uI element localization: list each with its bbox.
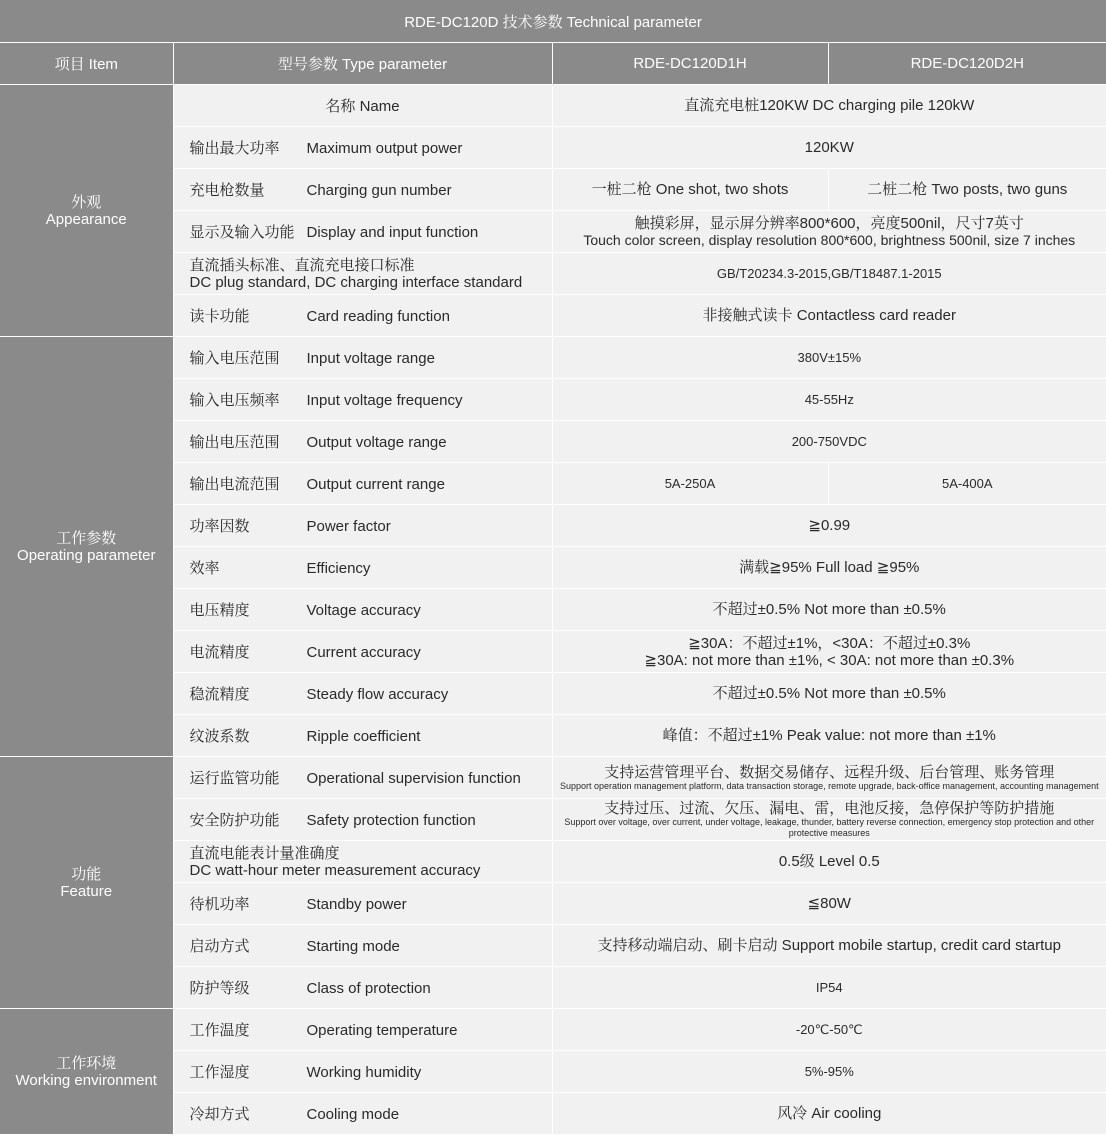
param-cn: 防护等级 <box>189 980 250 997</box>
header-type: 型号参数 Type parameter <box>173 43 552 85</box>
group-label-en: Feature <box>60 882 113 900</box>
param-en: Steady flow accuracy <box>306 686 449 703</box>
param-en: Current accuracy <box>306 644 421 661</box>
param-name: 名称 Name <box>173 85 552 127</box>
table-row <box>0 337 1106 379</box>
value-en: ≧30A: not more than ±1%, < 30A: not more than ±0.3% <box>644 651 1015 669</box>
param-en: Working humidity <box>306 1064 422 1081</box>
value-steady-flow: 不超过±0.5% Not more than ±0.5% <box>552 673 1106 715</box>
value-cn: 支持过压、过流、欠压、漏电、雷，电池反接，急停保护等防护措施 <box>604 800 1055 817</box>
param-cn: 纹波系数 <box>189 728 250 745</box>
group-appearance <box>0 85 173 337</box>
param-en: Display and input function <box>306 224 479 241</box>
param-cn: 充电枪数量 <box>189 182 265 199</box>
param-cn: 安全防护功能 <box>189 812 280 829</box>
param-en: Class of protection <box>306 980 431 997</box>
value-name: 直流充电桩120KW DC charging pile 120kW <box>552 85 1106 127</box>
param-input-frequency <box>173 379 552 421</box>
param-output-voltage <box>173 421 552 463</box>
param-en: Power factor <box>306 518 391 535</box>
param-en: Input voltage frequency <box>306 392 463 409</box>
value-output-current-1: 5A-250A <box>552 463 828 505</box>
value-humidity: 5%-95% <box>552 1051 1106 1093</box>
param-input-voltage <box>173 337 552 379</box>
param-en: Operating temperature <box>306 1022 458 1039</box>
group-label-cn: 外观 <box>71 193 102 211</box>
group-label-en: Appearance <box>45 210 127 228</box>
value-protection: IP54 <box>552 967 1106 1009</box>
param-cn: 工作湿度 <box>189 1064 250 1081</box>
param-en: Cooling mode <box>306 1106 400 1123</box>
group-label-cn: 工作环境 <box>56 1054 117 1072</box>
param-humidity <box>173 1051 552 1093</box>
value-voltage-accuracy: 不超过±0.5% Not more than ±0.5% <box>552 589 1106 631</box>
value-meter: 0.5级 Level 0.5 <box>552 841 1106 883</box>
value-max-power: 120KW <box>552 127 1106 169</box>
param-gun-number <box>173 169 552 211</box>
param-en: Operational supervision function <box>306 770 521 787</box>
param-en: Output current range <box>306 476 445 493</box>
group-environment <box>0 1009 173 1135</box>
value-output-current-2: 5A-400A <box>828 463 1106 505</box>
param-en: Voltage accuracy <box>306 602 421 619</box>
table-title: RDE-DC120D 技术参数 Technical parameter <box>0 0 1106 43</box>
value-ripple: 峰值：不超过±1% Peak value: not more than ±1% <box>552 715 1106 757</box>
param-en: Starting mode <box>306 938 400 955</box>
value-en: Touch color screen, display resolution 800*600, brightness 500nil, size 7 inches <box>583 231 1076 248</box>
table-row <box>0 85 1106 127</box>
value-cn: ≧30A：不超过±1%，<30A：不超过±0.3% <box>688 634 971 652</box>
param-safety <box>173 799 552 841</box>
value-input-frequency: 45-55Hz <box>552 379 1106 421</box>
value-en: Support over voltage, over current, under voltage, leakage, thunder, battery reverse connection, emergency stop protection and other protective measures <box>564 817 1095 838</box>
param-cn: 稳流精度 <box>189 686 250 703</box>
param-cn: 输出最大功率 <box>189 140 280 157</box>
param-output-current <box>173 463 552 505</box>
param-cn: 功率因数 <box>189 518 250 535</box>
value-output-voltage: 200-750VDC <box>552 421 1106 463</box>
param-cn: 直流插头标准、直流充电接口标准 <box>189 256 415 274</box>
param-en: Input voltage range <box>306 350 435 367</box>
param-cn: 冷却方式 <box>189 1106 250 1123</box>
param-card-reading <box>173 295 552 337</box>
param-en: Efficiency <box>306 560 371 577</box>
value-supervision <box>552 757 1106 799</box>
group-label-cn: 功能 <box>71 865 102 883</box>
param-steady-flow <box>173 673 552 715</box>
param-cn: 效率 <box>189 560 220 577</box>
param-starting <box>173 925 552 967</box>
param-display <box>173 211 552 253</box>
value-gun-number-1: 一桩二枪 One shot, two shots <box>552 169 828 211</box>
value-plug-standard: GB/T20234.3-2015,GB/T18487.1-2015 <box>552 253 1106 295</box>
param-cn: 运行监管功能 <box>189 770 280 787</box>
param-en: DC watt-hour meter measurement accuracy <box>189 861 481 879</box>
param-current-accuracy <box>173 631 552 673</box>
param-ripple <box>173 715 552 757</box>
param-efficiency <box>173 547 552 589</box>
param-cn: 电压精度 <box>189 602 250 619</box>
value-standby: ≦80W <box>552 883 1106 925</box>
param-en: Output voltage range <box>306 434 447 451</box>
value-current-accuracy <box>552 631 1106 673</box>
group-operating <box>0 337 173 757</box>
value-cn: 支持运营管理平台、数据交易储存、远程升级、后台管理、账务管理 <box>604 763 1055 781</box>
param-cn: 输入电压范围 <box>189 350 280 367</box>
param-cn: 输入电压频率 <box>189 392 280 409</box>
header-model-2: RDE-DC120D2H <box>828 43 1106 85</box>
table-row <box>0 757 1106 799</box>
header-item: 项目 Item <box>0 43 173 85</box>
param-en: Maximum output power <box>306 140 463 157</box>
param-en: Ripple coefficient <box>306 728 421 745</box>
param-en: Card reading function <box>306 308 450 325</box>
param-cn: 显示及输入功能 <box>189 224 295 241</box>
value-power-factor: ≧0.99 <box>552 505 1106 547</box>
value-input-voltage: 380V±15% <box>552 337 1106 379</box>
param-protection <box>173 967 552 1009</box>
group-label-cn: 工作参数 <box>56 529 117 547</box>
param-temperature <box>173 1009 552 1051</box>
param-cn: 输出电压范围 <box>189 434 280 451</box>
param-cn: 待机功率 <box>189 896 250 913</box>
param-cn: 输出电流范围 <box>189 476 280 493</box>
param-max-power <box>173 127 552 169</box>
value-display <box>552 211 1106 253</box>
value-temperature: -20℃-50℃ <box>552 1009 1106 1051</box>
value-en: Support operation management platform, data transaction storage, remote upgrade, back-office management, accounting management <box>559 780 1099 791</box>
param-en: Safety protection function <box>306 812 476 829</box>
value-gun-number-2: 二桩二枪 Two posts, two guns <box>828 169 1106 211</box>
param-cooling <box>173 1093 552 1135</box>
value-starting: 支持移动端启动、刷卡启动 Support mobile startup, credit card startup <box>552 925 1106 967</box>
param-plug-standard <box>173 253 552 295</box>
param-cn: 电流精度 <box>189 644 250 661</box>
value-card-reading: 非接触式读卡 Contactless card reader <box>552 295 1106 337</box>
param-supervision <box>173 757 552 799</box>
param-cn: 读卡功能 <box>189 308 250 325</box>
param-en: DC plug standard, DC charging interface standard <box>189 273 523 291</box>
header-model-1: RDE-DC120D1H <box>552 43 828 85</box>
value-efficiency: 满载≧95% Full load ≧95% <box>552 547 1106 589</box>
param-power-factor <box>173 505 552 547</box>
group-label-en: Operating parameter <box>17 546 156 564</box>
header-row <box>0 43 1106 85</box>
param-en: Charging gun number <box>306 182 452 199</box>
value-cn: 触摸彩屏，显示屏分辨率800*600，亮度500nil，尺寸7英寸 <box>634 214 1024 232</box>
param-meter <box>173 841 552 883</box>
param-voltage-accuracy <box>173 589 552 631</box>
table-row <box>0 1009 1106 1051</box>
group-label-en: Working environment <box>15 1071 157 1089</box>
value-safety <box>552 799 1106 841</box>
param-standby <box>173 883 552 925</box>
param-cn: 启动方式 <box>189 938 250 955</box>
param-en: Standby power <box>306 896 407 913</box>
param-cn: 工作温度 <box>189 1022 250 1039</box>
group-feature <box>0 757 173 1009</box>
value-cooling: 风冷 Air cooling <box>552 1093 1106 1135</box>
param-cn: 直流电能表计量准确度 <box>189 844 340 862</box>
